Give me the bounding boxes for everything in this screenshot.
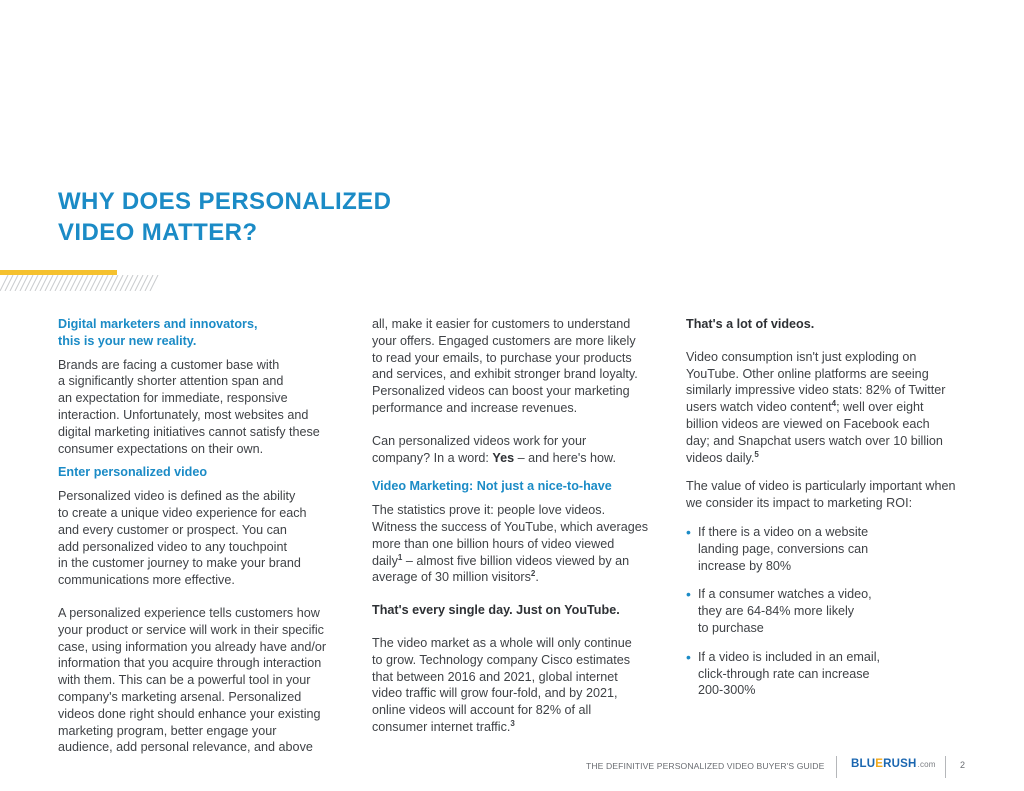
definition-paragraph xyxy=(58,488,348,589)
market-line-6-start: consumer internet traffic. xyxy=(372,719,511,734)
market-line: video traffic will grow four-fold, and by 2021, xyxy=(372,686,618,701)
consumption-line: similarly impressive video stats: 82% of Twitter xyxy=(686,383,946,398)
bullet-line: If a consumer watches a video, xyxy=(698,587,872,602)
experience-line: with them. This can be a powerful tool in your xyxy=(58,673,311,688)
question-line-2-start: company? In a word: xyxy=(372,450,493,465)
roi-paragraph xyxy=(686,478,976,512)
statistics-line-5-start: average of 30 million visitors xyxy=(372,570,531,585)
section-heading-video-marketing: Video Marketing: Not just a nice-to-have xyxy=(372,479,612,494)
bullet-dot-icon: • xyxy=(686,523,691,540)
page-number: 2 xyxy=(960,760,966,770)
definition-line: add personalized video to any touchpoint xyxy=(58,539,287,554)
bullet-line: to purchase xyxy=(698,620,764,635)
question-line-2 xyxy=(372,450,662,467)
bullet-line: they are 64-84% more likely xyxy=(698,604,855,619)
list-item xyxy=(686,586,976,636)
page-title xyxy=(58,186,391,248)
consumption-line xyxy=(686,450,976,467)
intro-line: an expectation for immediate, responsive xyxy=(58,391,288,406)
bullet-line: If a video is included in an email, xyxy=(698,649,881,664)
bullet-dot-icon: • xyxy=(686,648,691,665)
footer-divider xyxy=(945,756,946,778)
definition-line: and every customer or prospect. You can xyxy=(58,522,287,537)
market-paragraph xyxy=(372,635,662,736)
column-2 xyxy=(372,316,662,736)
statistics-paragraph xyxy=(372,502,662,586)
experience-line: information that you acquire through interaction xyxy=(58,656,322,671)
footer-divider xyxy=(836,756,837,778)
column-3 xyxy=(686,316,976,711)
footnote-ref-3: 3 xyxy=(510,718,515,728)
logo-text-rush: RUSH xyxy=(883,758,917,770)
intro-paragraph xyxy=(58,357,348,458)
list-item xyxy=(686,524,976,574)
statistics-line: The statistics prove it: people love videos. xyxy=(372,503,606,518)
experience-line: videos done right should enhance your existing xyxy=(58,706,321,721)
consumption-line: Video consumption isn't just exploding on xyxy=(686,349,917,364)
experience-line: company's marketing arsenal. Personalized xyxy=(58,689,302,704)
bluerush-logo xyxy=(851,758,936,770)
footnote-ref-4: 4 xyxy=(831,399,837,408)
market-line: to grow. Technology company Cisco estimates xyxy=(372,652,631,667)
market-line: The video market as a whole will only continue xyxy=(372,635,632,650)
column-1 xyxy=(58,316,348,756)
roi-line: The value of video is particularly important when xyxy=(686,479,956,494)
consumption-paragraph xyxy=(686,349,976,467)
roi-line: we consider its impact to marketing ROI: xyxy=(686,496,913,511)
bullet-line: 200-300% xyxy=(698,683,756,698)
intro-lead-line-1: Digital marketers and innovators, xyxy=(58,317,258,331)
bullet-dot-icon: • xyxy=(686,586,691,603)
continued-line: your offers. Engaged customers are more likely xyxy=(372,333,636,348)
logo-text-e: E xyxy=(875,758,884,770)
footnote-ref-5: 5 xyxy=(754,449,759,459)
bullet-line: increase by 80% xyxy=(698,558,792,573)
statistics-line: more than one billion hours of video viewed xyxy=(372,536,615,551)
logo-text-blu: BLU xyxy=(851,758,876,770)
market-line: that between 2016 and 2021, global internet xyxy=(372,669,618,684)
continued-line: to read your emails, to purchase your products xyxy=(372,350,632,365)
continued-paragraph xyxy=(372,316,662,417)
bullet-line: click-through rate can increase xyxy=(698,666,870,681)
roi-bullet-list xyxy=(686,524,976,699)
experience-line: A personalized experience tells customers how xyxy=(58,605,320,620)
definition-line: Personalized video is defined as the ability xyxy=(58,489,296,504)
consumption-line-4-start: users watch video content xyxy=(686,400,832,415)
question-line-1: Can personalized videos work for your xyxy=(372,433,587,448)
experience-line: case, using information you already have and/or xyxy=(58,639,327,654)
intro-lead-line-2: this is your new reality. xyxy=(58,333,197,348)
statistics-line-5-end: . xyxy=(535,570,539,585)
list-item xyxy=(686,649,976,699)
intro-line: digital marketing initiatives cannot satisfy these xyxy=(58,424,320,439)
statistics-line: Witness the success of YouTube, which averages xyxy=(372,519,649,534)
lot-of-videos-callout: That's a lot of videos. xyxy=(686,317,815,331)
section-heading-enter-personalized-video: Enter personalized video xyxy=(58,465,208,480)
page-title-line-1: WHY DOES PERSONALIZED xyxy=(58,188,392,215)
market-line xyxy=(372,719,662,736)
continued-line: Personalized videos can boost your marketing xyxy=(372,384,630,399)
continued-line: and services, and exhibit stronger brand loyalty. xyxy=(372,367,638,382)
bullet-line: landing page, conversions can xyxy=(698,541,869,556)
yes-emphasis: Yes xyxy=(492,450,515,465)
continued-line: performance and increase revenues. xyxy=(372,400,578,415)
experience-line: your product or service will work in their specific xyxy=(58,622,324,637)
intro-line: a significantly shorter attention span and xyxy=(58,374,284,389)
guide-title: THE DEFINITIVE PERSONALIZED VIDEO BUYER'S GUIDE xyxy=(586,761,825,771)
consumption-line: day; and Snapchat users watch over 10 billion xyxy=(686,433,943,448)
logo-text-com: .com xyxy=(917,760,936,769)
statistics-line-4-start: daily xyxy=(372,553,398,568)
continued-line: all, make it easier for customers to understand xyxy=(372,317,631,331)
market-line: online videos will account for 82% of all xyxy=(372,703,592,718)
consumption-line-4-end: ; well over eight xyxy=(836,400,924,415)
page-title-line-2: VIDEO MATTER? xyxy=(58,219,258,246)
experience-paragraph xyxy=(58,605,348,756)
intro-line: Brands are facing a customer base with xyxy=(58,357,280,372)
consumption-line: billion videos are viewed on Facebook each xyxy=(686,416,930,431)
statistics-line xyxy=(372,553,662,570)
footnote-ref-1: 1 xyxy=(397,552,403,562)
experience-line: audience, add personal relevance, and above xyxy=(58,740,313,755)
consumption-line: YouTube. Other online platforms are seeing xyxy=(686,366,929,381)
consumption-line-7-start: videos daily. xyxy=(686,450,755,465)
page-footer xyxy=(0,756,1024,780)
bullet-line: If there is a video on a website xyxy=(698,524,869,539)
definition-line: to create a unique video experience for each xyxy=(58,505,307,520)
decorative-hatch-stripes xyxy=(0,275,160,291)
definition-line: communications more effective. xyxy=(58,573,235,588)
consumption-line xyxy=(686,399,976,416)
question-line-2-end: – and here's how. xyxy=(514,450,616,465)
intro-line: interaction. Unfortunately, most websites and xyxy=(58,407,309,422)
every-single-day-callout: That's every single day. Just on YouTube. xyxy=(372,603,620,618)
footnote-ref-2: 2 xyxy=(530,569,536,579)
intro-lead xyxy=(58,316,348,350)
statistics-line xyxy=(372,569,662,586)
statistics-line-4-end: – almost five billion videos viewed by an xyxy=(402,553,630,568)
definition-line: in the customer journey to make your brand xyxy=(58,556,301,571)
intro-line: consumer expectations on their own. xyxy=(58,441,264,456)
question-paragraph xyxy=(372,433,662,467)
experience-line: marketing program, better engage your xyxy=(58,723,277,738)
